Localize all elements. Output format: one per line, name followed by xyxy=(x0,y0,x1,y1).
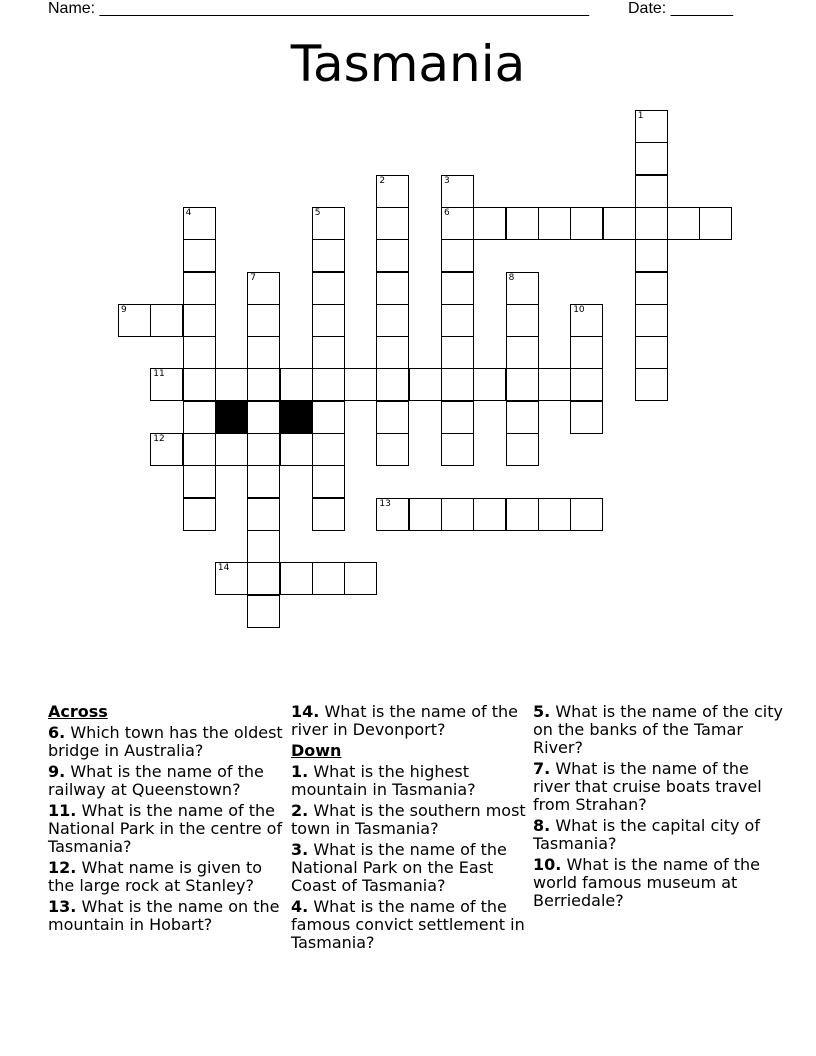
grid-cell[interactable] xyxy=(699,207,732,240)
grid-cell[interactable] xyxy=(247,433,280,466)
grid-cell[interactable] xyxy=(312,401,345,434)
grid-cell[interactable] xyxy=(312,562,345,595)
across-heading: Across xyxy=(48,702,108,721)
grid-cell[interactable] xyxy=(183,207,216,240)
grid-cell[interactable] xyxy=(247,368,280,401)
grid-cell[interactable] xyxy=(635,110,668,143)
clue-text: What is the name of the world famous museum at Berriedale? xyxy=(533,855,760,910)
black-cell xyxy=(215,401,248,434)
grid-cell[interactable] xyxy=(183,368,216,401)
clue-across-14 xyxy=(291,703,527,739)
clue-text: What is the southern most town in Tasmania? xyxy=(291,801,526,838)
clue-number-label: 11 xyxy=(153,369,165,380)
grid-cell[interactable] xyxy=(473,368,506,401)
grid-cell[interactable] xyxy=(312,207,345,240)
clues-column-2 xyxy=(291,703,527,955)
grid-cell[interactable] xyxy=(570,304,603,337)
grid-cell[interactable] xyxy=(280,368,313,401)
clue-text: What is the highest mountain in Tasmania? xyxy=(291,762,476,799)
clue-number-label: 10 xyxy=(573,304,585,315)
grid-cell[interactable] xyxy=(635,142,668,175)
grid-cell[interactable] xyxy=(376,368,409,401)
grid-cell[interactable] xyxy=(280,433,313,466)
clue-number-label: 2 xyxy=(379,175,386,186)
grid-cell[interactable] xyxy=(441,304,474,337)
grid-cell[interactable] xyxy=(570,336,603,369)
grid-cell[interactable] xyxy=(506,433,539,466)
grid-cell[interactable] xyxy=(506,272,539,305)
clue-text: What is the name of the river that cruise boats travel from Strahan? xyxy=(533,759,762,814)
grid-cell[interactable] xyxy=(247,272,280,305)
grid-cell[interactable] xyxy=(635,304,668,337)
clue-number-label: 4 xyxy=(185,207,192,218)
grid-cell[interactable] xyxy=(183,498,216,531)
clue-number: 3. xyxy=(291,840,309,859)
grid-cell[interactable] xyxy=(376,498,409,531)
clue-number-label: 6 xyxy=(444,207,450,218)
grid-cell[interactable] xyxy=(312,465,345,498)
grid-cell[interactable] xyxy=(441,498,474,531)
date-field-line: Date: _______ xyxy=(628,0,733,17)
clue-number: 1. xyxy=(291,762,309,781)
grid-cell[interactable] xyxy=(635,272,668,305)
grid-cell[interactable] xyxy=(506,498,539,531)
grid-cell[interactable] xyxy=(441,336,474,369)
clue-text: What is the name of the river in Devonport? xyxy=(291,702,518,739)
grid-cell[interactable] xyxy=(538,368,571,401)
grid-cell[interactable] xyxy=(183,239,216,272)
clue-text: Which town has the oldest bridge in Australia? xyxy=(48,723,283,760)
clue-down-10 xyxy=(533,856,783,910)
grid-cell[interactable] xyxy=(312,304,345,337)
grid-cell[interactable] xyxy=(635,207,668,240)
clue-number: 8. xyxy=(533,816,551,835)
clue-number: 7. xyxy=(533,759,551,778)
clue-number-label: 7 xyxy=(250,272,256,283)
grid-cell[interactable] xyxy=(506,207,539,240)
grid-cell[interactable] xyxy=(409,498,442,531)
grid-cell[interactable] xyxy=(441,175,474,208)
grid-cell[interactable] xyxy=(312,498,345,531)
grid-cell[interactable] xyxy=(635,239,668,272)
grid-cell[interactable] xyxy=(280,562,313,595)
clue-text: What is the name of the National Park on the East Coast of Tasmania? xyxy=(291,840,507,895)
clue-text: What is the capital city of Tasmania? xyxy=(533,816,760,853)
grid-cell[interactable] xyxy=(538,207,571,240)
grid-cell[interactable] xyxy=(183,433,216,466)
clue-text: What is the name of the city on the banks of the Tamar River? xyxy=(533,702,783,757)
grid-cell[interactable] xyxy=(247,336,280,369)
grid-cell[interactable] xyxy=(570,207,603,240)
grid-cell[interactable] xyxy=(312,336,345,369)
grid-cell[interactable] xyxy=(247,465,280,498)
grid-cell[interactable] xyxy=(183,465,216,498)
clue-down-8 xyxy=(533,817,783,853)
grid-cell[interactable] xyxy=(312,368,345,401)
clue-down-4 xyxy=(291,898,527,952)
grid-cell[interactable] xyxy=(247,595,280,628)
grid-cell[interactable] xyxy=(635,175,668,208)
grid-cell[interactable] xyxy=(538,498,571,531)
clue-across-6 xyxy=(48,724,284,760)
grid-cell[interactable] xyxy=(247,401,280,434)
grid-cell[interactable] xyxy=(635,336,668,369)
clue-down-2 xyxy=(291,802,527,838)
grid-cell[interactable] xyxy=(667,207,700,240)
clue-number: 11. xyxy=(48,801,77,820)
name-field-line: Name: _______________________________________________________ xyxy=(48,0,589,17)
clue-down-5 xyxy=(533,703,783,757)
grid-cell[interactable] xyxy=(635,368,668,401)
grid-cell[interactable] xyxy=(312,239,345,272)
grid-cell[interactable] xyxy=(183,272,216,305)
clue-number: 2. xyxy=(291,801,309,820)
grid-cell[interactable] xyxy=(215,562,248,595)
puzzle-title: Tasmania xyxy=(290,35,526,93)
grid-cell[interactable] xyxy=(344,562,377,595)
clues-column-3 xyxy=(533,703,783,913)
clue-number: 9. xyxy=(48,762,66,781)
clue-number: 14. xyxy=(291,702,320,721)
clue-number-label: 5 xyxy=(314,207,321,218)
grid-cell[interactable] xyxy=(247,562,280,595)
grid-cell[interactable] xyxy=(183,336,216,369)
grid-cell[interactable] xyxy=(215,433,248,466)
grid-cell[interactable] xyxy=(409,368,442,401)
clue-text: What is the name of the National Park in the centre of Tasmania? xyxy=(48,801,283,856)
grid-cell[interactable] xyxy=(376,433,409,466)
grid-cell[interactable] xyxy=(376,272,409,305)
grid-cell[interactable] xyxy=(312,433,345,466)
clue-across-9 xyxy=(48,763,284,799)
grid-cell[interactable] xyxy=(150,368,183,401)
grid-cell[interactable] xyxy=(344,368,377,401)
grid-cell[interactable] xyxy=(441,239,474,272)
grid-cell[interactable] xyxy=(183,401,216,434)
clue-text: What is the name on the mountain in Hobart? xyxy=(48,897,280,934)
grid-cell[interactable] xyxy=(376,239,409,272)
grid-cell[interactable] xyxy=(247,498,280,531)
clue-across-11 xyxy=(48,802,284,856)
clue-down-1 xyxy=(291,763,527,799)
clue-number: 10. xyxy=(533,855,562,874)
clue-number-label: 12 xyxy=(153,434,165,444)
grid-cell[interactable] xyxy=(150,433,183,466)
grid-cell[interactable] xyxy=(473,498,506,531)
clue-number-label: 9 xyxy=(121,304,127,315)
grid-cell[interactable] xyxy=(441,368,474,401)
clue-number-label: 8 xyxy=(508,272,515,283)
clue-text: What is the name of the railway at Queenstown? xyxy=(48,762,264,799)
clues-column-1 xyxy=(48,703,284,937)
grid-cell[interactable] xyxy=(570,401,603,434)
clue-number-label: 3 xyxy=(444,175,450,186)
clue-number: 6. xyxy=(48,723,66,742)
clue-number: 12. xyxy=(48,858,77,877)
clue-down-3 xyxy=(291,841,527,895)
clue-text: What is the name of the famous convict settlement in Tasmania? xyxy=(291,897,525,952)
grid-cell[interactable] xyxy=(506,336,539,369)
grid-cell[interactable] xyxy=(441,433,474,466)
grid-cell[interactable] xyxy=(247,530,280,563)
grid-cell[interactable] xyxy=(215,368,248,401)
grid-cell[interactable] xyxy=(570,498,603,531)
grid-cell[interactable] xyxy=(570,368,603,401)
grid-cell[interactable] xyxy=(376,207,409,240)
clue-number-label: 13 xyxy=(379,498,391,509)
grid-cell[interactable] xyxy=(603,207,636,240)
down-heading: Down xyxy=(291,741,342,760)
grid-cell[interactable] xyxy=(118,304,151,337)
clue-across-12 xyxy=(48,859,284,895)
grid-cell[interactable] xyxy=(473,207,506,240)
grid-cell[interactable] xyxy=(506,304,539,337)
grid-cell[interactable] xyxy=(441,272,474,305)
clue-across-13 xyxy=(48,898,284,934)
grid-cell[interactable] xyxy=(312,272,345,305)
clue-number-label: 14 xyxy=(217,563,230,574)
black-cell xyxy=(280,401,313,434)
grid-cell[interactable] xyxy=(376,304,409,337)
clue-number-label: 1 xyxy=(637,111,644,121)
clue-number: 13. xyxy=(48,897,77,916)
clue-number: 4. xyxy=(291,897,309,916)
grid-cell[interactable] xyxy=(376,175,409,208)
grid-cell[interactable] xyxy=(183,304,216,337)
grid-cell[interactable] xyxy=(376,401,409,434)
clue-text: What name is given to the large rock at Stanley? xyxy=(48,858,263,895)
grid-cell[interactable] xyxy=(247,304,280,337)
grid-cell[interactable] xyxy=(150,304,183,337)
grid-cell[interactable] xyxy=(441,401,474,434)
grid-cell[interactable] xyxy=(506,368,539,401)
grid-cell[interactable] xyxy=(506,401,539,434)
clue-down-7 xyxy=(533,760,783,814)
grid-cell[interactable] xyxy=(376,336,409,369)
clue-number: 5. xyxy=(533,702,551,721)
grid-cell[interactable] xyxy=(441,207,474,240)
